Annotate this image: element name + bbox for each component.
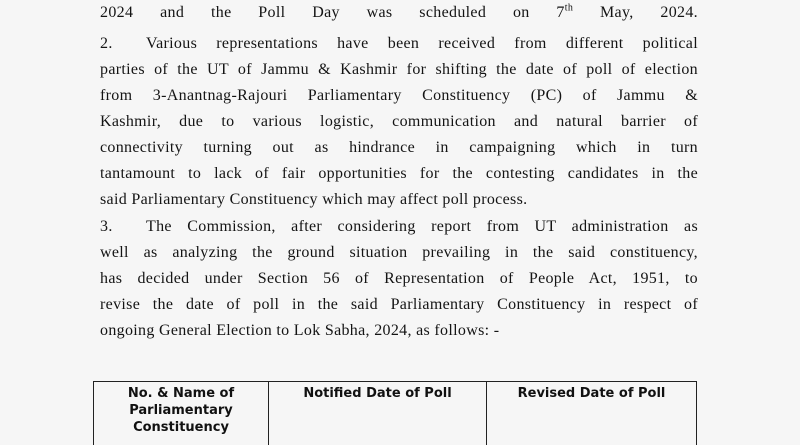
header-revised-date: Revised Date of Poll bbox=[487, 382, 697, 445]
paragraph-2-line-4: Kashmir, due to various logistic, communication and natural barrier of bbox=[100, 113, 698, 130]
paragraph-number-2: 2. bbox=[100, 35, 113, 52]
paragraph-3-line-5: ongoing General Election to Lok Sabha, 2024, as follows: - bbox=[100, 322, 500, 339]
paragraph-3-line-1: 3. The Commission, after considering report from UT administration as bbox=[100, 216, 698, 238]
paragraph-2-line-1: 2. Various representations have been received from different political bbox=[100, 33, 698, 55]
superscript-th: th bbox=[564, 2, 574, 14]
paragraph-3-line-4: revise the date of poll in the said Parliamentary Constituency in respect of bbox=[100, 296, 698, 313]
paragraph-3-line-2: well as analyzing the ground situation prevailing in the said constituency, bbox=[100, 244, 698, 261]
paragraph-2-line-3: from 3-Anantnag-Rajouri Parliamentary Constituency (PC) of Jammu & bbox=[100, 87, 698, 104]
text-line-1: 2024 and the Poll Day was scheduled on 7th May, 2024. bbox=[100, 2, 698, 21]
paragraph-2-line-5: connectivity turning out as hindrance in campaigning which in turn bbox=[100, 139, 698, 156]
paragraph-3-line-3: has decided under Section 56 of Representation of People Act, 1951, to bbox=[100, 270, 698, 287]
header-constituency: No. & Name of Parliamentary Constituency bbox=[94, 382, 269, 445]
header-notified-date: Notified Date of Poll bbox=[269, 382, 487, 445]
table-header-row bbox=[94, 382, 697, 445]
paragraph-2-line-7: said Parliamentary Constituency which may affect poll process. bbox=[100, 191, 528, 208]
poll-date-table bbox=[93, 381, 697, 445]
paragraph-number-3: 3. bbox=[100, 218, 113, 235]
paragraph-2-line-2: parties of the UT of Jammu & Kashmir for shifting the date of poll of election bbox=[100, 61, 698, 78]
paragraph-2-line-6: tantamount to lack of fair opportunities for the contesting candidates in the bbox=[100, 165, 698, 182]
